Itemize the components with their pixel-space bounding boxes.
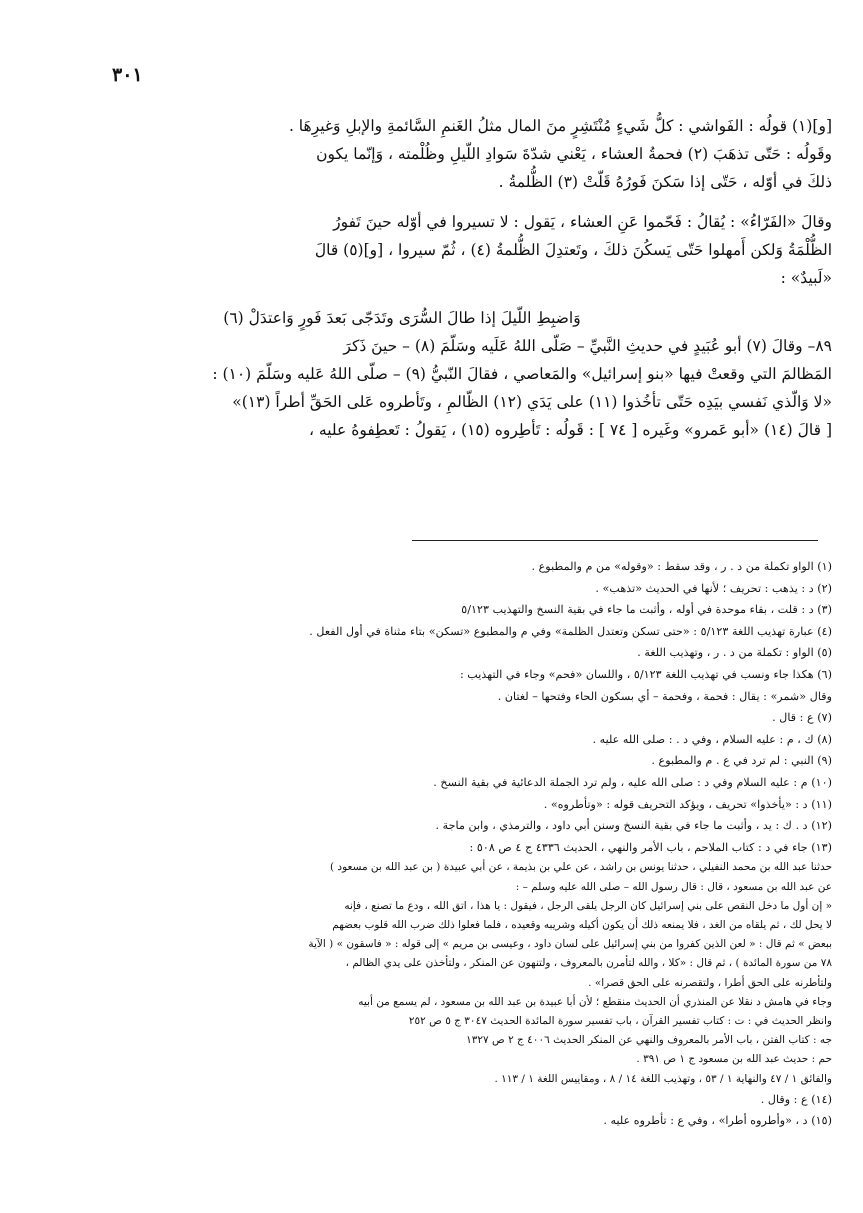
footnote-hadith-text: حدثنا عبد الله بن محمد النفيلي ، حدثنا يونس بن راشد ، عن علي بن بذيمة ، عن أبي عبيدة ( بن عبد الله بن مسعود ) — [330, 861, 832, 874]
text-line: ٨٩– وقالَ (٧) أبو عُبَيدٍ في حديثِ النَّبيِّ – صَلّى اللهُ عَلَيه وسَلّمَ (٨) – حينَ ذَكرَ — [343, 337, 832, 355]
footnote-hadith-text: « إن أول ما دخل النقص على بني إسرائيل كان الرجل يلقى الرجل ، فيقول : يا هذا ، اتق الله ، ودع ما تصنع ، فإنه — [344, 899, 832, 912]
footnote: (١٠) م : عليه السلام وفي د : صلى الله عليه ، ولم ترد الجملة الدعائية في بقية النسخ . — [433, 775, 832, 789]
footnote: (١٥) د ، «وأطروه أطرا» ، وفي ع : تأطروه عليه . — [603, 1114, 832, 1128]
footnotes — [84, 556, 832, 1132]
footnote-hadith-text: وجاء في هامش د نقلا عن المنذري أن الحديث منقطع ؛ لأن أبا عبيدة بن عبد الله بن مسعود ، لم يسمع من أبيه — [358, 995, 832, 1008]
footnote: (٧) ع : قال . — [772, 711, 832, 725]
footnote: (١٤) ع : وقال . — [760, 1092, 832, 1106]
footnote-hadith-text: عن عبد الله بن مسعود ، قال : قال رسول الله – صلى الله عليه وسلم – : — [515, 880, 832, 893]
footnote: (١١) د : «يأخذوا» تحريف ، ويؤكد التحريف قوله : «وتأطروه» . — [543, 797, 832, 811]
footnote: وقال «شمر» : يقال : فحمة ، وفحمة – أي بسكون الحاء وفتحها – لغتان . — [497, 689, 832, 703]
footnote-hadith-text: والفائق ١ / ٤٧ والنهاية ١ / ٥٣ ، وتهذيب اللغة ١٤ / ٨ ، ومقاييس اللغة ١ / ١١٣ . — [494, 1072, 832, 1085]
text-line: «لا وَالّذي نَفسي بيَدِه حَتّى تأخُذوا (١١) على يَدَي (١٢) الظّالمِ ، وتَأطروه عَلى الحَقِّ أطراً (١٣)» — [232, 393, 832, 411]
text-line: [ قالَ (١٤) «أبو عَمرو» وغَيره [ ٧٤ ] : قَولُه : تَأطِروه (١٥) ، يَقولُ : تَعطِفوهُ عليه ، — [308, 421, 832, 439]
footnote-hadith-text: وانظر الحديث في : ت : كتاب تفسير القرآن ، باب تفسير سورة المائدة الحديث ٣٠٤٧ ج ٥ ص ٢٥٢ — [408, 1014, 832, 1027]
footnote-hadith-text: جه : كتاب الفتن ، باب الأمر بالمعروف والنهي عن المنكر الحديث ٤٠٠٦ ج ٢ ص ١٣٢٧ — [466, 1034, 832, 1047]
footnote: (١) الواو تكملة من د . ر ، وقد سقط : «وقوله» من م والمطبوع . — [531, 560, 832, 573]
footnote: (١٣) جاء في د : كتاب الملاحم ، باب الأمر والنهي ، الحديث ٤٣٣٦ ج ٤ ص ٥٠٨ : — [469, 840, 832, 854]
page-number: ٣٠١ — [112, 64, 143, 86]
footnote: (٨) ك ، م : عليه السلام ، وفي د . : صلى الله عليه . — [592, 732, 832, 746]
footnote: (٤) عبارة تهذيب اللغة ٥/١٢٣ : «حتى تسكن وتعتدل الظلمة» وفي م والمطبوع «تسكن» بتاء مثناة في أول الفعل . — [309, 624, 832, 638]
text-line: الظُّلْمَةُ وَلكن أَمهلوا حَتّى يَسكُنَ ذلكَ ، وتَعتدِلَ الظُّلمةُ (٤) ، ثُمّ سيروا ، [و](٥) قالَ — [314, 241, 832, 259]
text-line: وقالَ «الفَرّاءُ» : يُقالُ : فَحّموا عَنِ العشاء ، يَقول : لا تسيروا في أوّله حينَ تَفورُ — [333, 213, 832, 231]
footnote-hadith-text: حم : حديث عبد الله بن مسعود ج ١ ص ٣٩١ . — [636, 1053, 832, 1066]
text-line: [و](١) قولُه : الفَواشي : كلُّ شَيءٍ مُنْتَشِرٍ منَ المال مثلُ الغَنمِ السَّائمةِ والإبلِ وَغيرِهَا . — [288, 117, 832, 135]
footnote: (٥) الواو : تكملة من د . ر ، وتهذيب اللغة . — [637, 646, 832, 660]
text-line: ذلكَ في أوّله ، حَتّى إذا سَكنَ فَورُهُ قَلّتْ (٣) الظُّلمةُ . — [498, 173, 832, 191]
footnote-hadith-text: ببعض » ثم قال : « لعن الذين كفروا من بني إسرائيل على لسان داود ، وعيسى بن مريم » إلى قوله : « فاسقون » ( الآية — [308, 938, 832, 951]
footnote: (١٢) د . ك : يد ، وأثبت ما جاء في بقية النسخ وسنن أبي داود ، والترمذي ، وابن ماجة . — [435, 819, 832, 833]
main-text — [122, 112, 832, 444]
footnote-hadith-text: ولتأطرنه على الحق أطرا ، ولتقصرنه على الحق قصرا» . — [588, 976, 832, 989]
footnote: (٢) د : يذهب : تحريف ؛ لأنها في الحديث «تذهب» . — [595, 581, 832, 595]
footnote-hadith-text: ٧٨ من سورة المائدة ) ، ثم قال : «كلا ، والله لتأمرن بالمعروف ، ولتنهون عن المنكر ، ولتأخذن على يدي الظالم ، — [345, 957, 832, 970]
text-line: المَظالمَ التي وقعتْ فيها «بنو إسرائيل» والمَعاصي ، فقالَ النّبيُّ (٩) – صلّى اللهُ عَليه وسَلّمَ (١٠) : — [212, 365, 832, 383]
footnote-hadith-text: لا يحل لك ، ثم يلقاه من الغد ، فلا يمنعه ذلك أن يكون أكيله وشريبه وقعيده ، فلما فعلوا ذلك ضرب الله قلوب بعضهم — [332, 918, 832, 931]
text-line: وقَولُه : حَتّى تذهَبَ (٢) فحمةُ العشاء ، يَعْني شدّةَ سَوادِ اللّيلِ وظُلْمته ، وَإنّما يكون — [316, 145, 832, 163]
footnote-separator — [412, 540, 818, 541]
text-line: «لَبيدٌ» : — [780, 269, 832, 287]
poem-verse: وَاضبِطِ اللّيلَ إذا طالَ السُّرَى وتَدَجّى بَعدَ فَورٍ وَاعتدَلْ (٦) — [223, 309, 581, 327]
footnote: (٦) هكذا جاء ونسب في تهذيب اللغة ٥/١٢٣ ، واللسان «فحم» وجاء في التهذيب : — [459, 667, 832, 681]
footnote: (٣) د : قلت ، بقاء موحدة في أوله ، وأثبت ما جاء في بقية النسخ والتهذيب ٥/١٢٣ — [461, 603, 832, 617]
footnote: (٩) النبي : لم ترد في ع . م والمطبوع . — [651, 754, 832, 768]
